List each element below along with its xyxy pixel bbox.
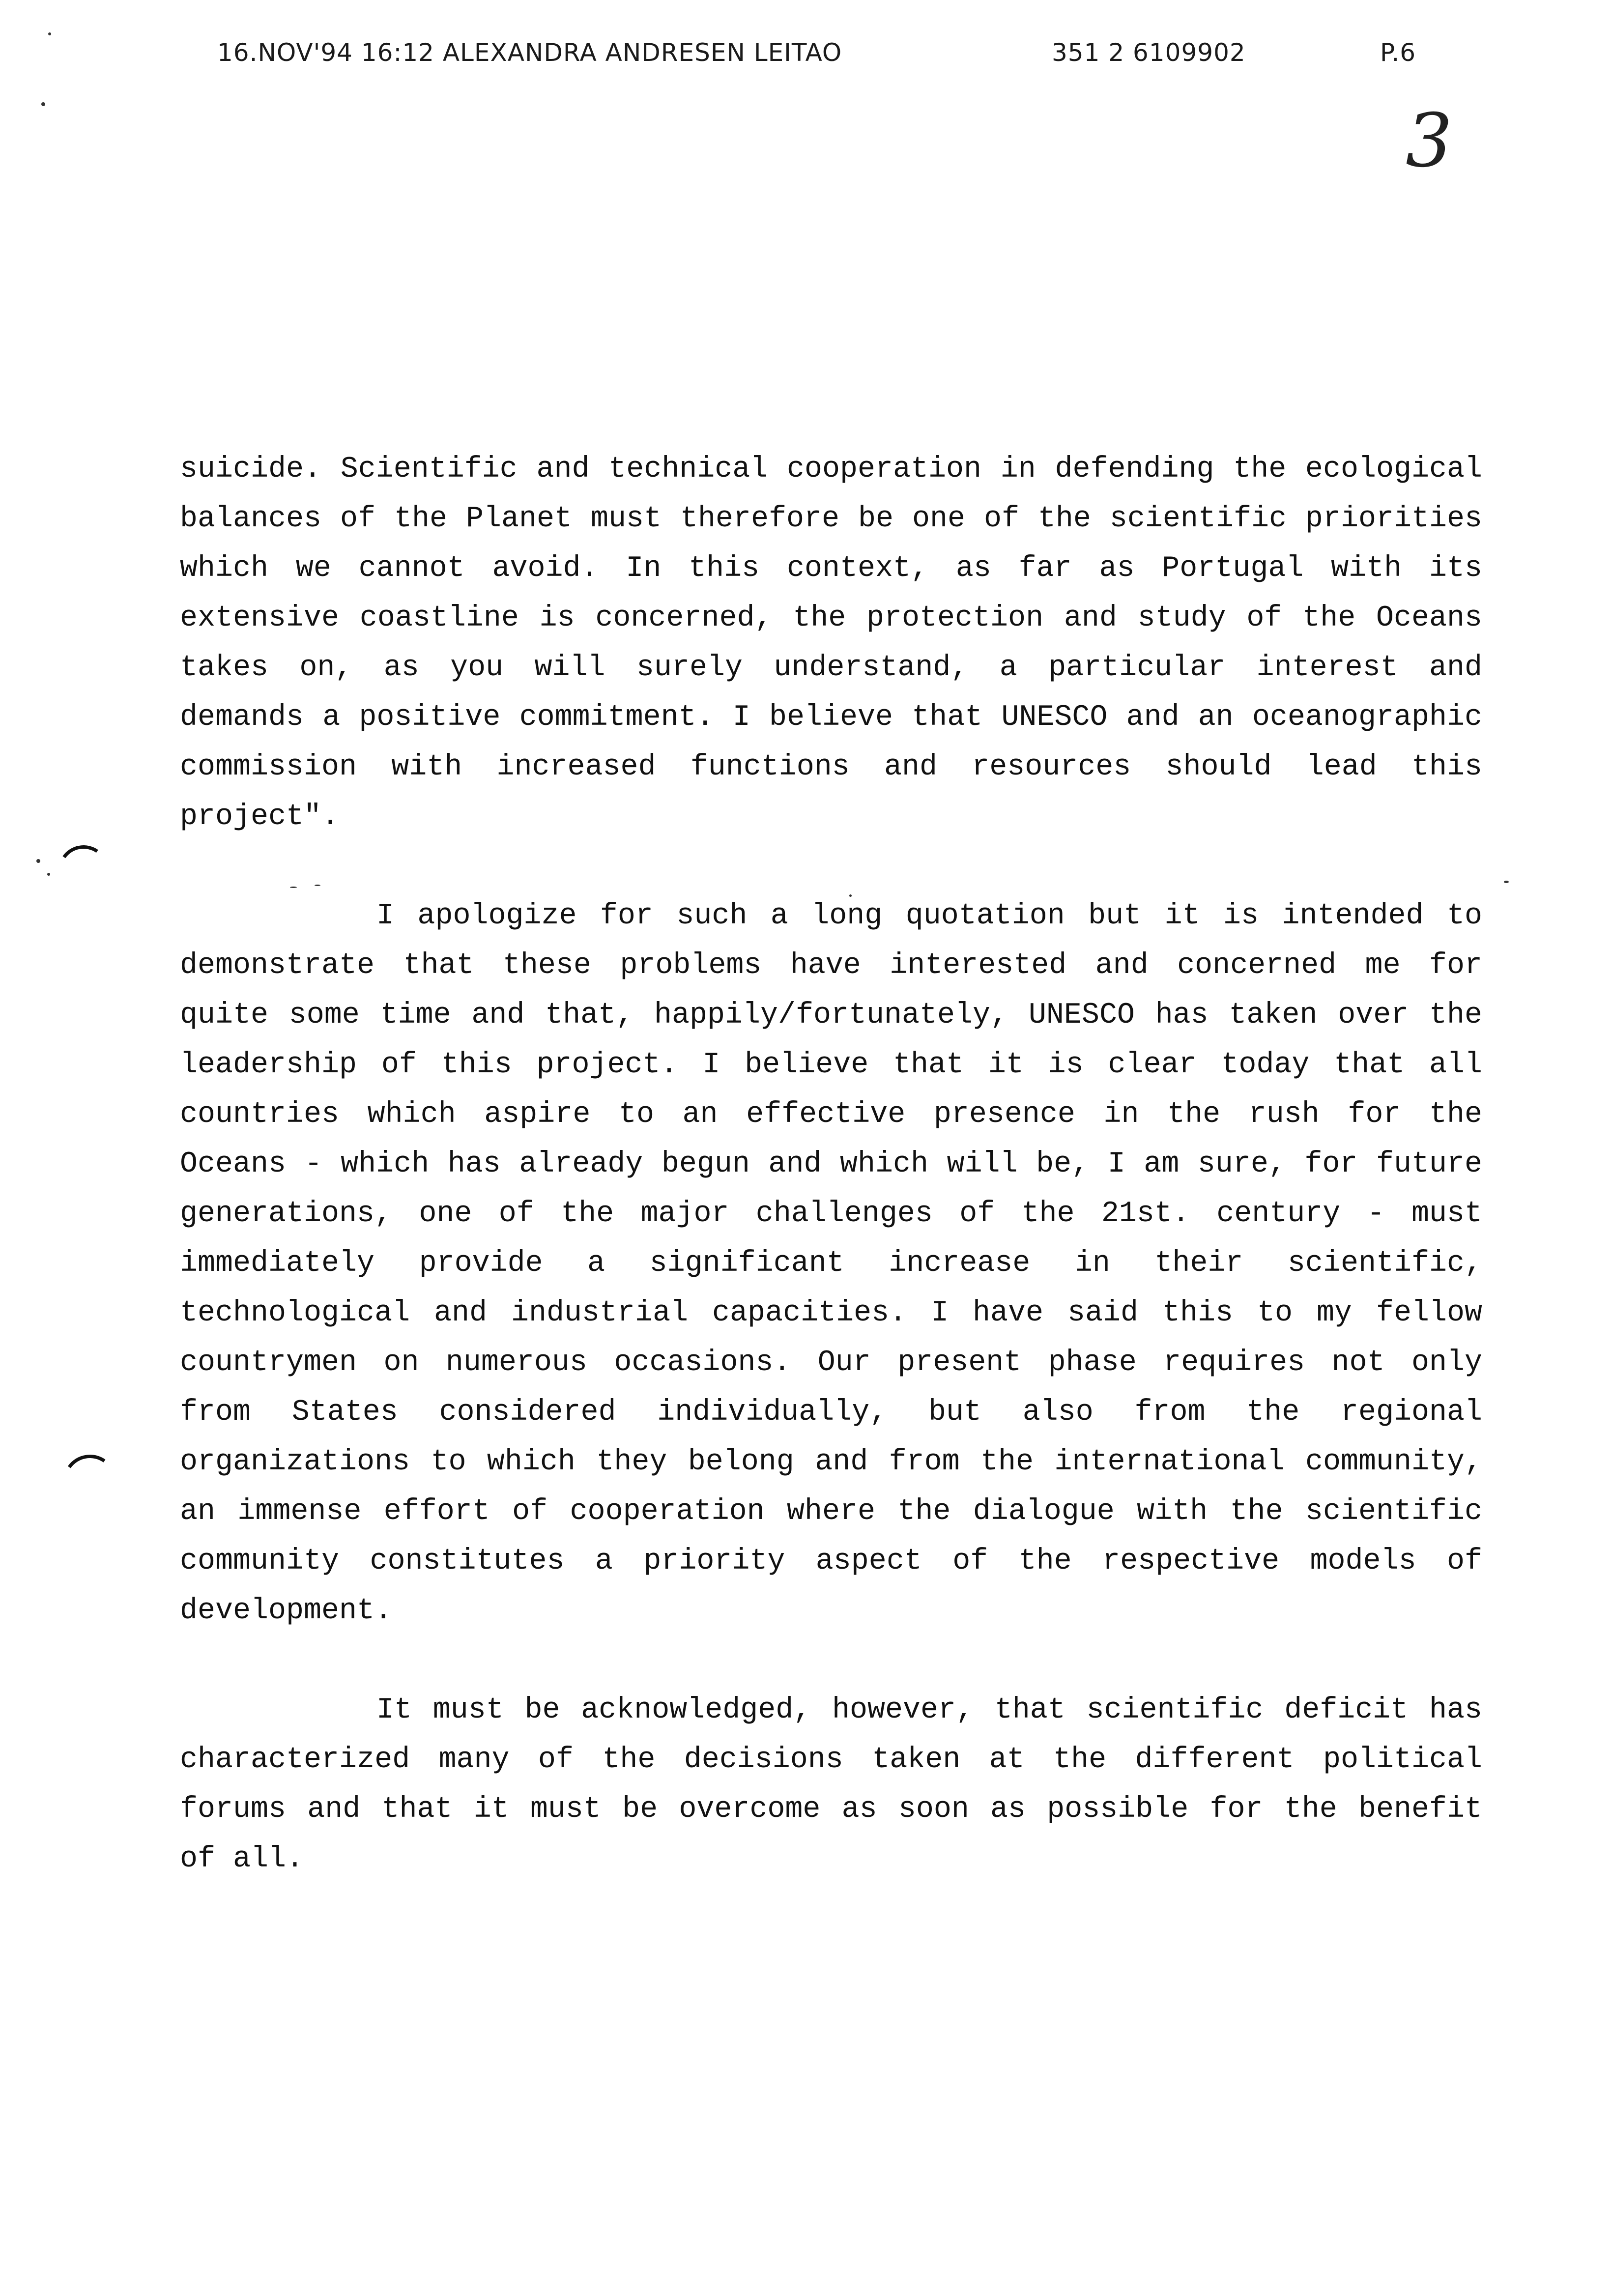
scan-speck: [315, 885, 320, 886]
scan-speck: [47, 873, 50, 876]
scan-speck: [36, 859, 40, 863]
fax-phone-number: 351 2 6109902: [1052, 38, 1246, 67]
paragraph-scientific-deficit: It must be acknowledged, however, that scientific deficit has characterized many of the decisions taken at the different political forums and that it must be overcome as soon as possible for the benefit of all.: [180, 1693, 1482, 1876]
hole-punch-mark-bottom: [58, 1450, 121, 1513]
scan-speck: [849, 894, 852, 897]
paragraph-apology: I apologize for such a long quotation but it is intended to demonstrate that these problems have interested and concerned me for quite some time and that, happily/fortunately, UNESCO has taken over the leadership of this project. I believe that it is clear today that all countries which aspire to an effective presence in the rush for the Oceans - which has already begun and which will be, I am sure, for future generations, one of the major challenges of the 21st. century - must immediately provide a significant increase in their scientific, technological and industrial capacities. I have said this to my fellow countrymen on numerous occasions. Our present phase requires not only from States considered individually, but also from the regional organizations to which they belong and from the international community, an immense effort of cooperation where the dialogue with the scientific community constitutes a priority aspect of the respective models of development.: [180, 899, 1482, 1628]
scan-speck: [1504, 881, 1509, 883]
fax-header: [0, 38, 1612, 78]
paragraph-continuation: suicide. Scientific and technical cooperation in defending the ecological balances of the Planet must therefore be one of the scientific priorities which we cannot avoid. In this context, as far as Portugal with its extensive coastline is concerned, the protection and study of the Oceans takes on, as you will surely understand, a particular interest and demands a positive commitment. I believe that UNESCO and an oceanographic commission with increased functions and resources should lead this project".: [180, 453, 1482, 833]
scan-speck: [41, 102, 45, 106]
scan-speck: [48, 32, 51, 35]
handwritten-page-number: 3: [1406, 98, 1453, 184]
hole-punch-mark-top: [54, 841, 113, 900]
fax-datetime-sender: 16.NOV'94 16:12 ALEXANDRA ANDRESEN LEITAO: [217, 38, 842, 67]
scan-speck: [290, 887, 297, 888]
letter-body: [180, 445, 1482, 1884]
fax-page-indicator: P.6: [1380, 38, 1416, 67]
